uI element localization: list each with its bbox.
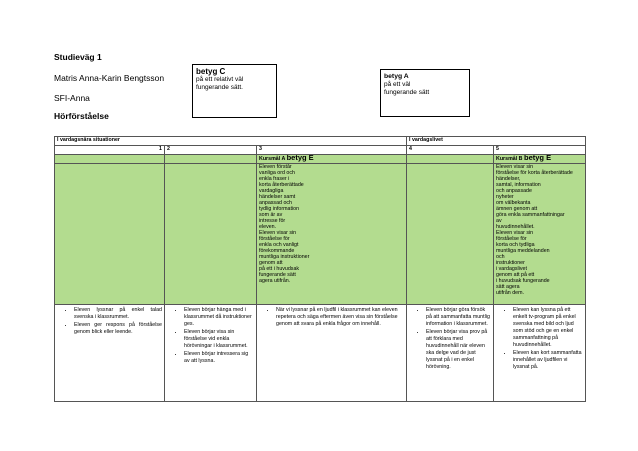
goal-line: och [496, 254, 505, 260]
subject-heading: Hörförståelse [54, 111, 109, 121]
grade-c-title: betyg C [196, 67, 226, 76]
goal-line: samtal, information [496, 182, 541, 188]
list-item: • Eleven börjar visa prov på att förklara med huvudinnehåll när eleven ska delge vad de just lyssnat på i en enkel hörövning. [426, 329, 491, 371]
goal-line: Eleven visar sin [259, 230, 297, 236]
goal-line: huvudinnehållet. [496, 224, 535, 230]
goal-line: nyheter [496, 194, 514, 200]
grade-a-title: betyg A [384, 73, 409, 80]
goal-line: förståelse för korta återberättade [496, 170, 573, 176]
group-left-header: I vardagsnära situationer [55, 137, 407, 146]
goal-line: händelser samt [259, 194, 296, 200]
goal-line: av [496, 218, 502, 224]
grade-a-text: på ett väl fungerande sätt [384, 81, 430, 96]
goal-e-right-text [494, 164, 586, 305]
assessment-matrix [54, 136, 586, 402]
goal-line: göra enkla sammanfattningar [496, 212, 565, 218]
list-item: • Eleven börjar visa sin förståelse vid enkla hörövningar i klassrummet. [184, 329, 254, 350]
goal-line: intresse för [259, 218, 286, 224]
cell-level-4 [407, 305, 494, 402]
goal-line: sätt agera [496, 284, 520, 290]
goal-line: Eleven visar sin [496, 230, 534, 236]
level-5: 5 [494, 146, 586, 155]
goal-line: händelser, [496, 176, 521, 182]
goal-line: utifrån dem. [496, 290, 524, 296]
goal-line: Eleven förstår [259, 164, 292, 170]
goal-line: korta återberättade [259, 182, 304, 188]
goal-line: muntliga instruktioner [259, 254, 310, 260]
goal-line: ämnen genom att [496, 206, 538, 212]
grade-c-text: på ett relativt väl fungerande sätt. [196, 76, 244, 91]
goal-line: genom att [259, 260, 283, 266]
goal-line: tydlig information [259, 206, 300, 212]
list-item: • Eleven börjar hänga med i klassrummet då instruktioner ges. [184, 307, 254, 328]
list-item: • Eleven kan kort sammanfatta innehållet av ljudfilen vi lyssnat på. [513, 350, 583, 371]
goal-line: om välbekanta [496, 200, 531, 206]
goal-line: vanliga ord och [259, 170, 295, 176]
level-1: 1 [55, 146, 165, 155]
goal-line: enkla fraser i [259, 176, 290, 182]
list-item: • Eleven lyssnar på enkel talad svenska i klassrummet. [74, 307, 162, 321]
goal-line: som är av [259, 212, 283, 218]
teacher-name: Matris Anna-Karin Bengtsson [54, 73, 165, 83]
goal-e-left-text [257, 164, 345, 305]
goal-line: korta och tydliga [496, 242, 535, 248]
goal-line: förekommande [259, 248, 295, 254]
level-2: 2 [165, 146, 257, 155]
list-item: • Eleven ger respons på förståelse genom blick eller leende. [74, 322, 162, 336]
course-name: SFI-Anna [54, 93, 90, 103]
goal-line: och anpassade [496, 188, 532, 194]
cell-level-1 [55, 305, 165, 402]
goal-line: anpassad och [259, 200, 292, 206]
goal-line: muntliga meddelanden [496, 248, 550, 254]
list-item: • När vi lyssnar på en ljudfil i klassrummet kan eleven repetera och säga eftermen även visa sin förståelse genom att svara på enkla frågor om innehåll. [276, 307, 404, 328]
goal-line: i vardagslivet [496, 266, 527, 272]
cell-level-3 [257, 305, 407, 402]
goal-line: enkla och vanligt [259, 242, 299, 248]
list-item: • Eleven kan lyssna på ett enkelt tv-program på enkel svenska med bild och ljud som stöd och ge en enkel sammanfattning på huvudinnehållet. [513, 307, 583, 349]
level-4: 4 [407, 146, 494, 155]
cell-level-5 [494, 305, 586, 402]
cell-level-2 [165, 305, 257, 402]
list-item: • Eleven börjar intressera sig av att lyssna. [184, 351, 254, 365]
goal-line: agera utifrån. [259, 278, 291, 284]
goal-line: förståelse för [496, 236, 527, 242]
goal-line: fungerande sätt [259, 272, 296, 278]
goal-e-right-header: Kursmål B betyg E [494, 155, 586, 164]
goal-line: eleven. [259, 224, 277, 230]
goal-line: genom att på ett [496, 272, 535, 278]
list-item: • Eleven börjar göra försök på att sammanfatta muntlig information i klassrummet. [426, 307, 491, 328]
goal-line: i huvudsak fungerande [496, 278, 550, 284]
goal-line: vardagliga [259, 188, 284, 194]
goal-e-left-header: Kursmål A betyg E [257, 155, 407, 164]
goal-line: förståelse för [259, 236, 290, 242]
grade-c-box [192, 64, 277, 118]
grade-a-box [380, 69, 470, 117]
page-title: Studieväg 1 [54, 52, 102, 62]
group-right-header: I vardagslivet [407, 137, 586, 146]
goal-line: på ett i huvudsak [259, 266, 300, 272]
goal-line: Eleven visar sin [496, 164, 534, 170]
level-3: 3 [257, 146, 407, 155]
goal-line: instruktioner [496, 260, 525, 266]
